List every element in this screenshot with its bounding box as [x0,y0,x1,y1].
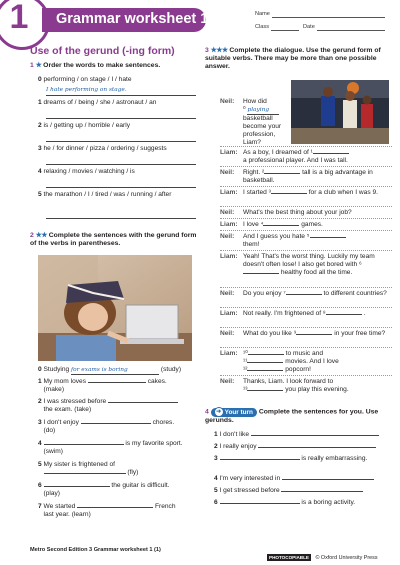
unit-number: 1 [9,0,29,36]
photocopiable-badge: PHOTOCOPIABLE [269,555,309,560]
ex3-number: 3 [205,47,209,54]
dialogue-line-8: Do you enjoy ⁷ to different countries? [243,290,387,297]
ex1-item-5: 5 the marathon / I / tired / was / running / after [38,191,172,198]
ex1-heading [30,62,198,70]
ex2-blank-1[interactable] [88,382,146,383]
dialogue-line-0: How did ⁰ playing basketball become your profession, Liam? [243,98,282,146]
ex1-answer-line-2[interactable] [46,141,196,142]
ex2-blank-6[interactable] [44,486,110,487]
date-label: Date [303,24,315,30]
ex2-item-1: 1 My mom loves cakes. (make) [38,378,167,393]
class-label: Class [255,24,269,30]
ex1-answer-line-1[interactable] [46,118,196,119]
ex2-heading [30,232,198,248]
ex4-instruction: Complete the sentences for you. Use gerunds. [205,408,379,424]
ex4-blank-1[interactable] [251,435,379,436]
dialogue-line-6: And I guess you hate ⁵ them! [243,233,393,249]
ex1-answer-line-0[interactable] [46,95,196,96]
class-field[interactable] [271,30,299,31]
ex4-item-3: 3 is really embarrassing. [214,455,368,462]
page-title: Grammar worksheet 1 [56,11,209,27]
dialogue-line-3: I started ³ for a club when I was 9. [243,189,378,196]
ex4-blank-2[interactable] [258,447,376,448]
date-field[interactable] [317,30,385,31]
basketball-photo [291,80,389,144]
footer-right [267,546,378,564]
ex2-item-7: 7 We started French last year. (learn) [38,503,176,518]
ex2-number: 2 [30,232,34,239]
star-icon: ★★★ [210,47,228,54]
ex2-blank-3[interactable] [81,423,151,424]
ex1-answer-line-4[interactable] [46,187,196,188]
arrow-right-icon: ➜ [214,407,224,417]
dialogue-line-1: As a boy, I dreamed of ¹ a professional player. And I was tall. [243,149,348,164]
ex1-item-4: 4 relaxing / movies / watching / is [38,168,135,175]
ex2-item-4: 4 is my favorite sport. (swim) [38,440,183,455]
dialogue-line-11: ¹⁰ to music and ¹¹ movies. And I love ¹² popcorn! [243,350,339,373]
dialogue-line-10: What do you like ⁹ in your free time? [243,330,386,337]
ex4-item-5: 5 I get stressed before [214,487,389,495]
section-title: Use of the gerund (-ing form) [30,45,175,57]
ex4-blank-5[interactable] [281,491,363,492]
ex2-blank-4[interactable] [44,444,124,445]
ex3-instruction: Complete the dialogue. Use the gerund form of suitable verbs. There may be more than one possible answer. [205,47,381,71]
ex1-answer-line-5[interactable] [46,218,196,219]
ex1-instruction: Order the words to make sentences. [43,62,161,69]
ex2-blank-5[interactable] [44,473,126,474]
ex1-item-2: 2 is / getting up / horrible / early [38,122,131,129]
dialogue-line-4: What's the best thing about your job? [243,209,352,216]
footer-credit: Metro Second Edition 3 Grammar worksheet 1 (1) [30,547,161,553]
dialogue-speaker: Neil: [220,98,235,105]
ex2-answer-0: for exams is boring [71,367,128,373]
dialogue-line-2: Right. ² tall is a big advantage in basketball. [243,169,373,184]
ex3-heading [205,47,387,72]
dialogue-line-7: Yeah! That's the worst thing. Luckily my team doesn't often lose! I also get bored with ⁶ healthy food all the time. [243,253,375,276]
ex2-item-2: 2 I was stressed before the exam. (take) [38,398,198,414]
ex1-answer-0: I hate performing on stage. [46,87,127,93]
ex2-item-5: 5 My sister is frightened of (fly) [38,461,139,476]
name-label: Name [255,11,270,17]
ex4-number: 4 [205,408,209,416]
dialogue-line-12: Thanks, Liam. I look forward to ¹³ you play this evening. [243,378,349,393]
ex1-number: 1 [30,62,34,69]
ex2-blank-2[interactable] [108,402,178,403]
student-laptop-photo [38,255,192,361]
star-icon: ★★ [35,232,47,239]
ex4-item-6: 6 is a boring activity. [214,499,356,506]
ex2-item-6: 6 the guitar is difficult. (play) [38,482,170,497]
ex2-item-3: 3 I don't enjoy chores. (do) [38,419,175,434]
ex1-answer-line-3[interactable] [46,164,196,165]
star-icon: ★ [35,62,42,69]
ex4-item-2: 2 I really enjoy [214,443,389,451]
ex4-blank-6[interactable] [220,503,300,504]
ex2-item-0: 0 Studying for exams is boring (study) [38,366,182,373]
dialogue-line-5: I love ⁴ games. [243,221,323,228]
ex1-item-0: 0 performing / on stage / I / hate [38,76,132,83]
ex1-item-1: 1 dreams of / being / she / astronaut / an [38,99,157,106]
your-turn-badge: ➜ Your turn [211,408,257,417]
ex2-instruction: Complete the sentences with the gerund form of the verbs in parentheses. [30,232,197,248]
dialogue-line-9: Not really. I'm frightened of ⁸ . [243,310,366,317]
ex4-item-1: 1 I don't like [214,431,389,439]
ex1-item-3: 3 he / for dinner / pizza / ordering / suggests [38,145,167,152]
publisher-credit: © Oxford University Press [315,555,378,561]
ex4-blank-4[interactable] [282,479,374,480]
ex4-heading [205,407,387,425]
ex4-blank-3[interactable] [220,459,300,460]
name-field[interactable] [272,17,385,18]
ex4-item-4: 4 I'm very interested in [214,475,389,483]
ex2-blank-7[interactable] [77,507,153,508]
